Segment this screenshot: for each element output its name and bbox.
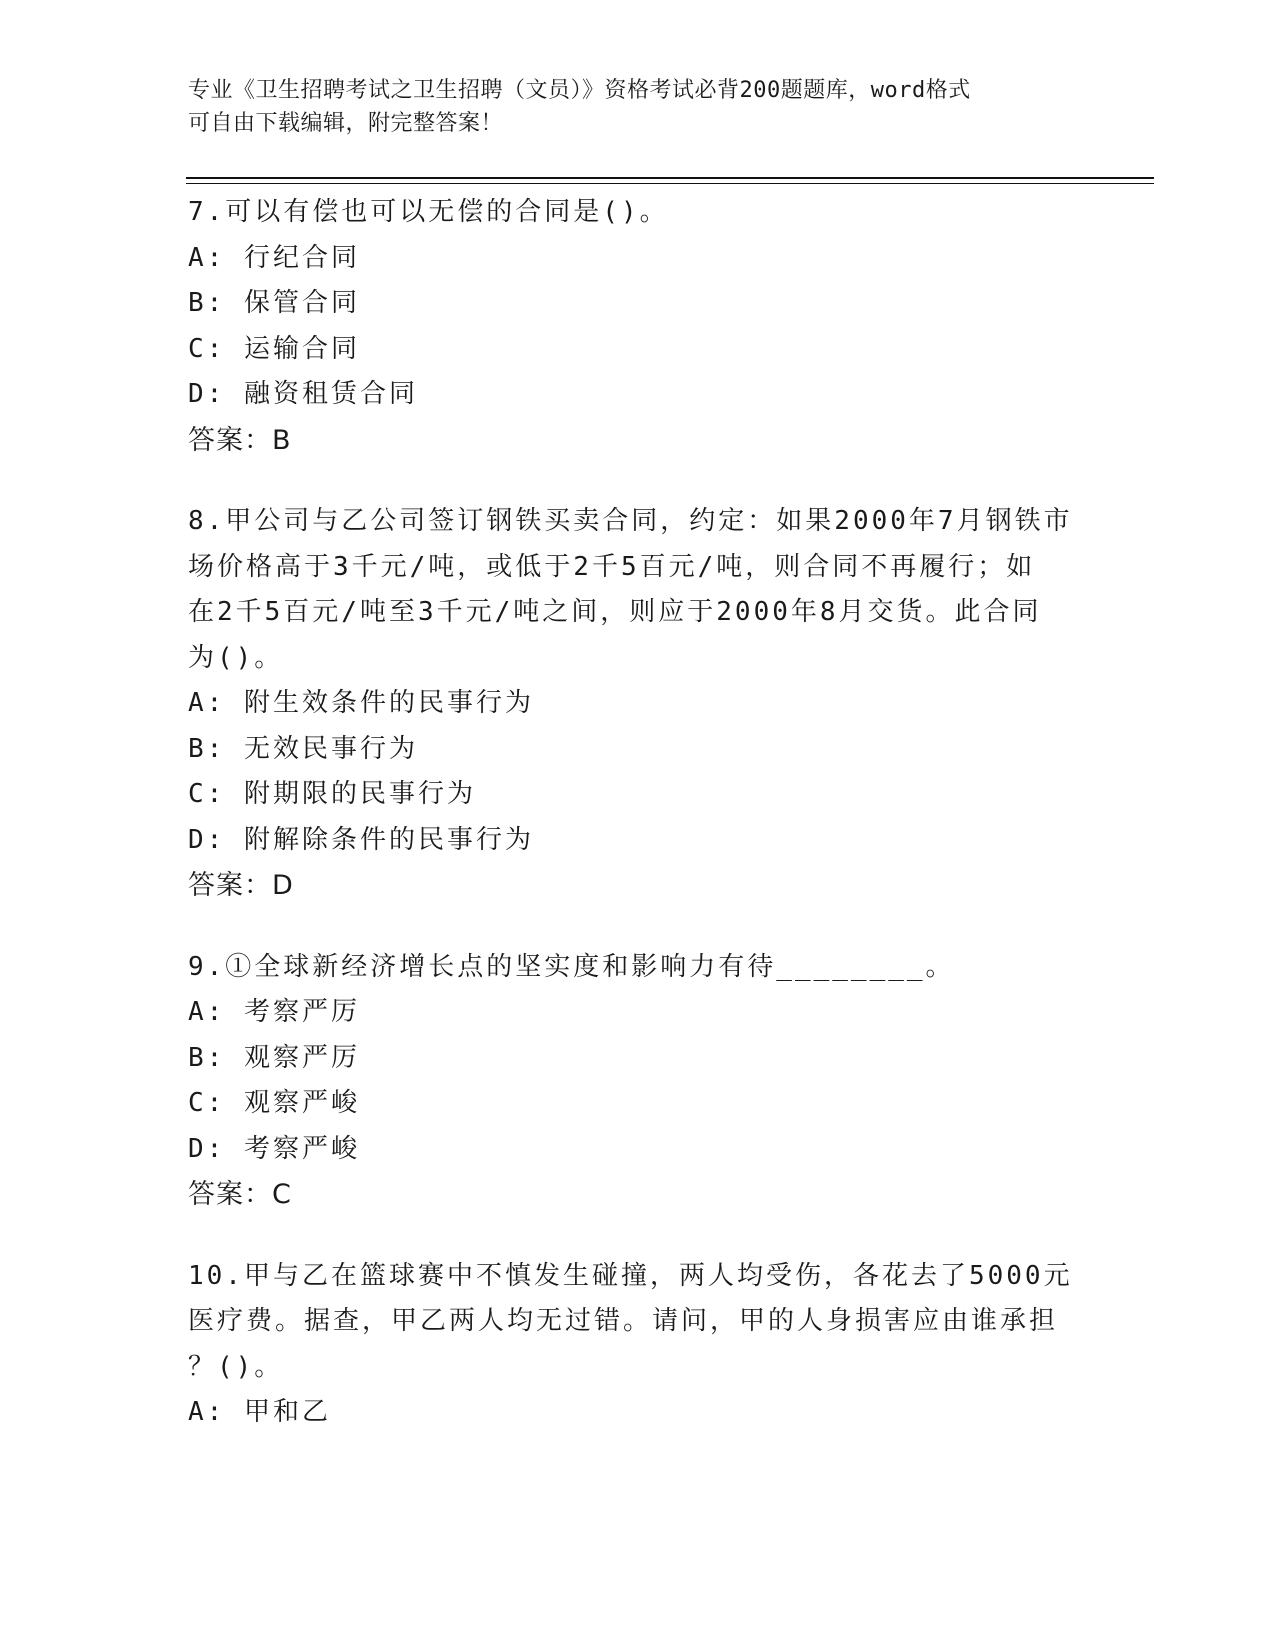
document-header [188,74,1078,140]
option-c: C: 观察严峻 [188,1088,360,1118]
question-stem-line-3: ？()。 [188,1351,284,1382]
option-b: B: 观察严厉 [188,1042,360,1073]
option-a: A: 行纪合同 [188,242,360,273]
question-8 [188,499,1088,909]
answer-line: 答案：D [188,870,294,901]
option-d: D: 考察严峻 [188,1133,360,1164]
question-7 [188,190,1088,463]
option-c: C: 运输合同 [188,333,360,364]
question-10 [188,1254,1088,1436]
option-b: B: 保管合同 [188,288,360,318]
question-stem: 7.可以有偿也可以无偿的合同是()。 [188,197,669,227]
option-d: D: 融资租赁合同 [188,379,418,409]
header-divider-thick [186,177,1154,179]
question-stem-line-2: 医疗费。据查，甲乙两人均无过错。请问，甲的人身损害应由谁承担 [188,1306,1059,1336]
header-title-line-1: 专业《卫生招聘考试之卫生招聘（文员）》资格考试必背200题题库，word格式 [188,78,971,103]
option-c: C: 附期限的民事行为 [188,779,476,809]
option-a: A: 甲和乙 [188,1397,331,1427]
option-a: A: 附生效条件的民事行为 [188,688,534,718]
option-a: A: 考察严厉 [188,997,360,1027]
answer-line: 答案：C [188,1179,292,1210]
question-stem-line-1: 10.甲与乙在篮球赛中不慎发生碰撞，两人均受伤，各花去了5000元 [188,1260,1073,1291]
question-stem-line-2: 场价格高于3千元/吨，或低于2千5百元/吨，则合同不再履行；如 [188,551,1036,582]
question-list [188,190,1088,1472]
header-title-line-2: 可自由下载编辑，附完整答案！ [188,111,504,136]
option-b: B: 无效民事行为 [188,733,418,764]
question-stem-line-4: 为()。 [188,642,284,673]
header-divider-thin [186,183,1154,184]
question-9 [188,945,1088,1218]
question-stem: 9.①全球新经济增长点的坚实度和影响力有待________。 [188,951,955,982]
option-d: D: 附解除条件的民事行为 [188,824,534,855]
question-stem-line-1: 8.甲公司与乙公司签订钢铁买卖合同，约定：如果2000年7月钢铁市 [188,506,1073,536]
question-stem-line-3: 在2千5百元/吨至3千元/吨之间，则应于2000年8月交货。此合同 [188,597,1042,627]
answer-line: 答案：B [188,424,292,456]
